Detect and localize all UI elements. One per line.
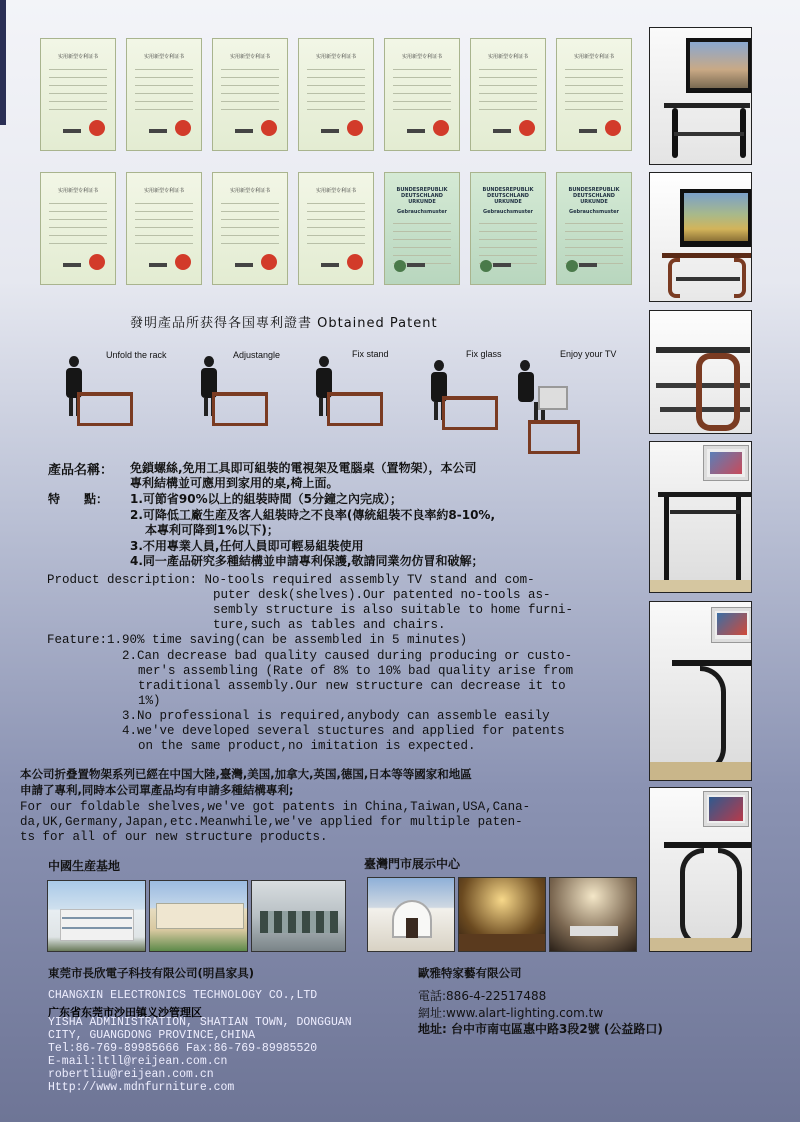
right-company-address: 地址: 台中市南屯區惠中路3段2號 (公益路口)	[418, 1022, 663, 1036]
certificate-title: 实用新型专利证书	[401, 54, 442, 60]
patent-title: 發明產品所获得各国專利證書 Obtained Patent	[130, 316, 438, 331]
signature-mark	[407, 263, 425, 267]
red-seal-icon	[89, 254, 105, 270]
step-label-1: Unfold the rack	[106, 350, 167, 360]
certificate-title: 实用新型专利证书	[229, 188, 270, 194]
red-seal-icon	[261, 254, 277, 270]
feature-en-2a: 2.Can decrease bad quality caused during producing or custo-	[122, 649, 573, 663]
countries-cn-2: 申請了專利,同時本公司單產品均有申請多種結構專利;	[20, 783, 294, 797]
factory-photo-2	[149, 880, 248, 952]
eagle-emblem-icon	[480, 260, 492, 272]
left-edge-bar	[0, 0, 6, 125]
certificate-title: 实用新型专利证书	[143, 188, 184, 194]
chinese-patent-certificate	[298, 172, 374, 285]
red-seal-icon	[347, 120, 363, 136]
german-patent-certificate	[384, 172, 460, 285]
countries-en-1: For our foldable shelves,we've got patents in China,Taiwan,USA,Cana-	[20, 800, 531, 814]
store-photo-1	[367, 877, 455, 952]
signature-mark	[235, 129, 253, 133]
step-label-2: Adjustangle	[233, 350, 281, 360]
certificate-title: 实用新型专利证书	[229, 54, 270, 60]
signature-mark	[149, 263, 167, 267]
red-seal-icon	[175, 120, 191, 136]
certificate-subtitle: URKUNDE	[580, 199, 608, 205]
chinese-patent-certificate	[384, 38, 460, 151]
left-company-name-cn: 東莞市長欣電子科技有限公司(明昌家具)	[48, 966, 255, 980]
step-label-4: Fix glass	[466, 349, 502, 359]
certificate-title: 实用新型专利证书	[487, 54, 528, 60]
product-photo-computer-desk-3	[649, 787, 752, 952]
left-company-name-en: CHANGXIN ELECTRONICS TECHNOLOGY CO.,LTD	[48, 989, 318, 1002]
red-seal-icon	[89, 120, 105, 136]
signature-mark	[321, 263, 339, 267]
left-company-website: Http://www.mdnfurniture.com	[48, 1081, 235, 1094]
red-seal-icon	[175, 254, 191, 270]
red-seal-icon	[605, 120, 621, 136]
signature-mark	[493, 263, 511, 267]
feature-en-4b: on the same product,no imitation is expected.	[138, 739, 476, 753]
german-patent-certificate	[470, 172, 546, 285]
chinese-patent-certificate	[470, 38, 546, 151]
product-photo-computer-desk-2	[649, 601, 752, 781]
left-company-tel-fax: Tel:86-769-89985666 Fax:86-769-89985520	[48, 1042, 318, 1055]
certificate-type: Gebrauchsmuster	[483, 209, 533, 215]
countries-cn-1: 本公司折叠置物架系列已經在中国大陸,臺灣,美国,加拿大,英国,德国,日本等等國家和地區	[20, 767, 472, 781]
red-seal-icon	[433, 120, 449, 136]
product-name-label: 產品名稱：	[48, 463, 114, 478]
feature-en-1: Feature:1.90% time saving(can be assembled in 5 minutes)	[47, 633, 468, 647]
feature-en-2b: mer's assembling (Rate of 8% to 10% bad quality arise from	[138, 664, 574, 678]
red-seal-icon	[347, 254, 363, 270]
chinese-patent-certificate	[40, 38, 116, 151]
product-description-3: sembly structure is also suitable to home furni-	[213, 603, 574, 617]
feature-en-3: 3.No professional is required,anybody can assemble easily	[122, 709, 550, 723]
right-company-website: 網址:www.alart-lighting.com.tw	[418, 1006, 604, 1020]
signature-mark	[235, 263, 253, 267]
left-company-email-1: E-mail:ltll@reijean.com.cn	[48, 1055, 228, 1068]
eagle-emblem-icon	[566, 260, 578, 272]
red-seal-icon	[519, 120, 535, 136]
left-company-email-2: robertliu@reijean.com.cn	[48, 1068, 214, 1081]
chinese-patent-certificate	[126, 172, 202, 285]
left-company-address-cn: 广东省东莞市沙田镇义沙管理区	[48, 1006, 202, 1019]
chinese-patent-certificate	[126, 38, 202, 151]
signature-mark	[579, 263, 597, 267]
feature-en-2c: traditional assembly.Our new structure can decrease it to	[138, 679, 566, 693]
certificate-subtitle: URKUNDE	[408, 199, 436, 205]
signature-mark	[407, 129, 425, 133]
signature-mark	[149, 129, 167, 133]
chinese-patent-certificate	[212, 38, 288, 151]
feature-cn-1: 1.可節省90%以上的組裝時間（5分鐘之內完成）；	[130, 492, 402, 506]
signature-mark	[321, 129, 339, 133]
store-photo-2	[458, 877, 546, 952]
store-photo-3	[549, 877, 637, 952]
right-company-name: 歐雅特家藝有限公司	[418, 966, 522, 980]
chinese-patent-certificate	[40, 172, 116, 285]
signature-mark	[63, 129, 81, 133]
certificate-type: Gebrauchsmuster	[569, 209, 619, 215]
eagle-emblem-icon	[394, 260, 406, 272]
certificate-type: Gebrauchsmuster	[397, 209, 447, 215]
feature-cn-2b: 本專利可降到1%以下)；	[145, 523, 279, 537]
signature-mark	[63, 263, 81, 267]
tv-monitor-icon	[538, 386, 568, 410]
product-photo-tv-stand-3	[649, 310, 752, 434]
certificate-title: 实用新型专利证书	[143, 54, 184, 60]
feature-en-2d: 1%)	[138, 694, 161, 708]
feature-cn-2a: 2.可降低工廠生産及客人組裝時之不良率(傳統組裝不良率約8-10%,	[130, 508, 496, 522]
signature-mark	[579, 129, 597, 133]
certificate-title: 实用新型专利证书	[315, 188, 356, 194]
feature-cn-4: 4.同一產品研究多種結構並申請專利保護,敬請同業勿仿冒和破解；	[130, 554, 484, 568]
product-name-line-1: 免鎖螺絲,免用工具即可組裝的電視架及電腦桌（置物架），本公司	[130, 461, 477, 475]
factory-photo-1	[47, 880, 146, 952]
product-description-1: Product description: No-tools required assembly TV stand and com-	[47, 573, 535, 587]
product-photo-computer-desk-1	[649, 441, 752, 593]
product-photo-tv-stand-2	[649, 172, 752, 302]
signature-mark	[493, 129, 511, 133]
german-patent-certificate	[556, 172, 632, 285]
taiwan-store-heading: 臺灣門市展示中心	[364, 857, 461, 871]
certificate-subtitle: URKUNDE	[494, 199, 522, 205]
right-company-phone: 電話:886-4-22517488	[418, 989, 547, 1003]
certificate-title: 实用新型专利证书	[57, 188, 98, 194]
chinese-patent-certificate	[298, 38, 374, 151]
certificate-title: 实用新型专利证书	[573, 54, 614, 60]
product-photo-tv-stand-1	[649, 27, 752, 165]
certificate-title: 实用新型专利证书	[57, 54, 98, 60]
feature-en-4a: 4.we've developed several stuctures and applied for patents	[122, 724, 565, 738]
certificate-title: 实用新型专利证书	[315, 54, 356, 60]
feature-label-cn: 特 點：	[48, 492, 109, 506]
countries-en-2: da,UK,Germany,Japan,etc.Meanwhile,we've applied for multiple paten-	[20, 815, 523, 829]
product-description-2: puter desk(shelves).Our patented no-tools as-	[213, 588, 551, 602]
chinese-patent-certificate	[212, 172, 288, 285]
feature-cn-3: 3.不用專業人員,任何人員即可輕易組裝使用	[130, 539, 364, 553]
certificate-title: BUNDESREPUBLIK DEUTSCHLAND	[396, 187, 448, 199]
left-company-address-en-1: YISHA ADMINISTRATION, SHATIAN TOWN, DONGGUAN	[48, 1016, 352, 1029]
certificate-title: BUNDESREPUBLIK DEUTSCHLAND	[482, 187, 534, 199]
step-label-5: Enjoy your TV	[560, 349, 617, 359]
step-label-3: Fix stand	[352, 349, 389, 359]
countries-en-3: ts for all of our new structure products.	[20, 830, 328, 844]
left-company-address-en-2: CITY, GUANGDONG PROVINCE,CHINA	[48, 1029, 256, 1042]
red-seal-icon	[261, 120, 277, 136]
factory-photo-3	[251, 880, 346, 952]
chinese-patent-certificate	[556, 38, 632, 151]
product-name-line-2: 專利結構並可應用到家用的桌,椅上面。	[130, 476, 339, 490]
china-base-heading: 中國生産基地	[48, 859, 121, 873]
product-description-4: ture,such as tables and chairs.	[213, 618, 446, 632]
certificate-title: BUNDESREPUBLIK DEUTSCHLAND	[568, 187, 620, 199]
